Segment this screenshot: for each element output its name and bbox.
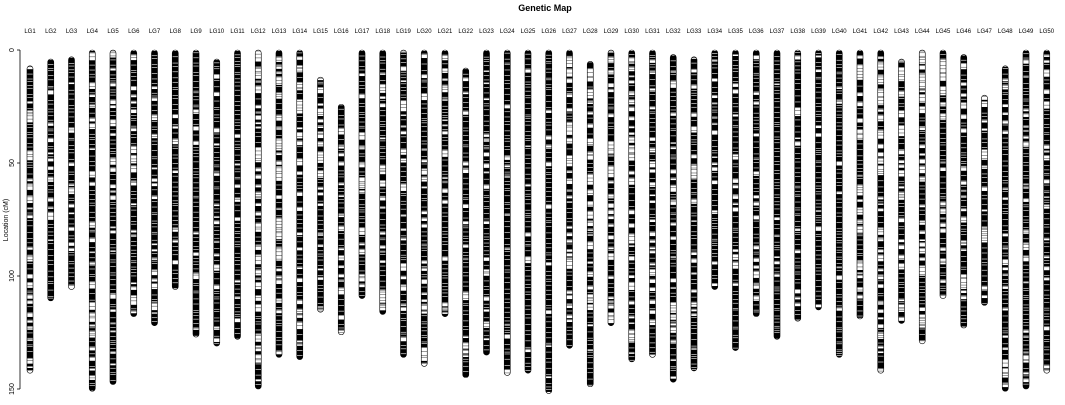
- marker-bands: [1023, 51, 1029, 390]
- linkage-group-label: LG4: [86, 29, 98, 35]
- linkage-group-label: LG16: [333, 29, 349, 35]
- marker-bands: [1002, 67, 1008, 391]
- linkage-group-bar: [442, 50, 448, 319]
- marker-bands: [401, 51, 407, 359]
- marker-bands: [89, 51, 95, 391]
- linkage-group-bar: [255, 50, 261, 390]
- linkage-group-label: LG31: [645, 29, 660, 35]
- linkage-group-bar: [919, 50, 925, 344]
- linkage-group-bar: [961, 55, 967, 328]
- linkage-group-label: LG30: [624, 29, 640, 35]
- marker-bands: [836, 51, 842, 359]
- linkage-group-label: LG9: [190, 29, 202, 35]
- linkage-group-bar: [795, 50, 801, 321]
- linkage-group-label: LG29: [603, 29, 619, 35]
- linkage-group-label: LG25: [520, 29, 536, 35]
- linkage-group-label: LG39: [811, 29, 826, 35]
- marker-bands: [733, 51, 739, 353]
- linkage-group-bar: [172, 50, 178, 290]
- linkage-group-bar: [546, 50, 552, 394]
- linkage-group-label: LG46: [956, 29, 972, 35]
- linkage-group-label: LG36: [748, 29, 764, 35]
- marker-bands: [69, 58, 75, 285]
- marker-bands: [1044, 51, 1050, 370]
- linkage-group-label: LG12: [250, 29, 266, 35]
- linkage-group-bar: [650, 50, 656, 357]
- linkage-group-bar: [899, 59, 905, 325]
- linkage-group-bar: [629, 50, 635, 362]
- linkage-group-label: LG32: [665, 29, 681, 35]
- linkage-group-bar: [48, 59, 54, 302]
- marker-bands: [546, 51, 552, 392]
- linkage-group-bar: [152, 50, 158, 327]
- y-tick-label: 100: [9, 270, 16, 282]
- linkage-group-label: LG41: [852, 29, 868, 35]
- linkage-group-bar: [733, 50, 739, 353]
- marker-bands: [899, 60, 905, 325]
- linkage-group-bar: [525, 50, 531, 373]
- linkage-group-label: LG40: [831, 29, 847, 35]
- linkage-group-label: LG10: [209, 29, 225, 35]
- linkage-group-label: LG24: [499, 29, 515, 35]
- marker-bands: [235, 51, 241, 339]
- linkage-group-bar: [27, 66, 33, 373]
- linkage-group-bar: [712, 50, 718, 290]
- linkage-group-label: LG21: [437, 29, 453, 35]
- linkage-group-label: LG26: [541, 29, 557, 35]
- linkage-group-label: LG42: [873, 29, 889, 35]
- linkage-group-label: LG34: [707, 29, 723, 35]
- linkage-group-label: LG17: [354, 29, 370, 35]
- linkage-group-label: LG22: [458, 29, 474, 35]
- linkage-group-bar: [1044, 50, 1050, 373]
- linkage-group-label: LG50: [1039, 29, 1055, 35]
- linkage-group-bar: [753, 50, 759, 317]
- linkage-group-label: LG8: [169, 29, 181, 35]
- y-axis-label: Location (cM): [3, 198, 10, 242]
- linkage-group-label: LG20: [416, 29, 432, 35]
- linkage-group-bar: [1023, 50, 1029, 390]
- linkage-group-bar: [421, 50, 427, 366]
- linkage-group-label: LG11: [230, 29, 245, 35]
- marker-bands: [795, 51, 801, 320]
- linkage-group-label: LG44: [914, 29, 930, 35]
- linkage-group-label: LG7: [148, 29, 161, 35]
- linkage-group-bar: [235, 50, 241, 339]
- linkage-group-bar: [1002, 66, 1008, 391]
- linkage-group-label: LG38: [790, 29, 806, 35]
- linkage-group-bar: [670, 55, 676, 383]
- linkage-group-bar: [836, 50, 842, 359]
- linkage-group-bar: [318, 77, 324, 312]
- linkage-group-bar: [608, 50, 614, 328]
- linkage-group-bar: [567, 50, 573, 351]
- linkage-group-bar: [69, 57, 75, 290]
- linkage-group-bar: [940, 50, 946, 299]
- linkage-group-bar: [276, 50, 282, 359]
- linkage-group-label: LG33: [686, 29, 702, 35]
- y-tick-label: 0: [9, 48, 16, 52]
- linkage-group-label: LG1: [24, 29, 36, 35]
- chart-title: Genetic Map: [518, 3, 572, 13]
- linkage-group-label: LG47: [977, 29, 992, 35]
- linkage-group-bar: [504, 50, 510, 375]
- linkage-group-label: LG27: [562, 29, 577, 35]
- linkage-group-label: LG13: [271, 29, 287, 35]
- linkage-group-bar: [359, 50, 365, 301]
- linkage-group-label: LG3: [65, 29, 78, 35]
- linkage-group-bar: [214, 59, 220, 348]
- linkage-group-label: LG5: [107, 29, 119, 35]
- marker-bands: [919, 51, 925, 341]
- linkage-group-bar: [110, 50, 116, 386]
- linkage-group-bar: [338, 104, 344, 335]
- linkage-group-bar: [89, 50, 95, 391]
- y-axis: [3, 48, 20, 395]
- linkage-group-bar: [587, 61, 593, 386]
- linkage-group-bar: [484, 50, 490, 355]
- y-tick-label: 150: [9, 383, 16, 395]
- linkage-group-label: LG14: [292, 29, 308, 35]
- linkage-group-bar: [131, 50, 137, 317]
- linkage-group-label: LG45: [935, 29, 951, 35]
- marker-bands: [525, 51, 531, 373]
- chromosome-body: [961, 55, 967, 328]
- linkage-group-label: LG2: [45, 29, 57, 35]
- linkage-group-bar: [857, 50, 863, 319]
- marker-bands: [504, 51, 510, 373]
- linkage-group-labels: [24, 29, 1054, 35]
- linkage-group-label: LG37: [769, 29, 785, 35]
- linkage-group-label: LG28: [582, 29, 598, 35]
- linkage-group-label: LG35: [728, 29, 743, 35]
- linkage-group-label: LG19: [396, 29, 411, 35]
- linkage-group-bar: [878, 50, 884, 373]
- marker-bands: [27, 67, 33, 371]
- marker-bands: [608, 51, 614, 328]
- linkage-group-bar: [691, 57, 697, 373]
- linkage-group-label: LG43: [894, 29, 909, 35]
- marker-bands: [172, 51, 178, 288]
- linkage-group-bar: [774, 50, 780, 339]
- linkage-group-bars: [27, 50, 1050, 394]
- linkage-group-bar: [193, 50, 199, 337]
- linkage-group-label: LG15: [313, 29, 328, 35]
- linkage-group-bar: [463, 68, 469, 378]
- linkage-group-label: LG18: [375, 29, 391, 35]
- linkage-group-label: LG23: [479, 29, 494, 35]
- linkage-group-label: LG48: [997, 29, 1013, 35]
- linkage-group-bar: [380, 50, 386, 316]
- linkage-group-label: LG6: [128, 29, 140, 35]
- linkage-group-bar: [401, 50, 407, 359]
- linkage-group-bar: [816, 50, 822, 310]
- linkage-group-bar: [982, 95, 988, 307]
- y-tick-label: 50: [9, 159, 16, 167]
- linkage-group-label: LG49: [1018, 29, 1034, 35]
- linkage-group-bar: [297, 50, 303, 360]
